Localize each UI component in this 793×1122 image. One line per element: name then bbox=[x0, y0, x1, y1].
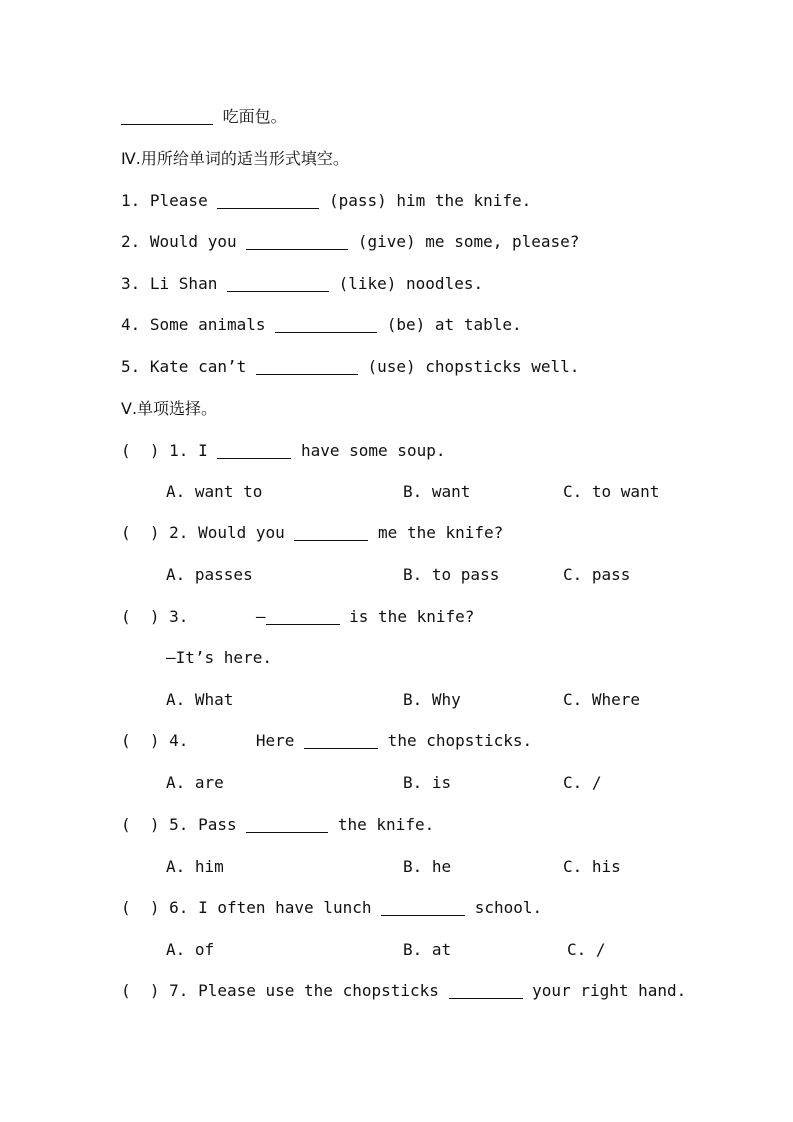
answer-blank[interactable] bbox=[121, 108, 213, 125]
answer-paren[interactable]: ( ) bbox=[121, 731, 160, 750]
answer-blank bbox=[294, 524, 368, 541]
top-line-text: 吃面包。 bbox=[222, 107, 287, 126]
mc-question-3: ( ) 3. — is the knife? bbox=[121, 607, 475, 626]
fill-item-4: 4. Some animals (be) at table. bbox=[121, 315, 522, 334]
answer-blank[interactable] bbox=[246, 233, 348, 250]
mc-question-5: ( ) 5. Pass the knife. bbox=[121, 815, 435, 834]
fill-item-3: 3. Li Shan (like) noodles. bbox=[121, 274, 484, 293]
option-a[interactable]: A. him bbox=[166, 857, 224, 876]
answer-blank bbox=[381, 899, 465, 916]
answer-paren[interactable]: ( ) bbox=[121, 441, 160, 460]
fill-item-1: 1. Please (pass) him the knife. bbox=[121, 191, 532, 210]
top-line bbox=[121, 106, 287, 128]
option-b[interactable]: B. he bbox=[403, 857, 452, 876]
option-a[interactable]: A. of bbox=[166, 940, 215, 959]
answer-blank[interactable] bbox=[217, 192, 319, 209]
section-4-heading: Ⅳ.用所给单词的适当形式填空。 bbox=[121, 149, 349, 168]
option-c[interactable]: C. his bbox=[563, 857, 621, 876]
answer-blank[interactable] bbox=[275, 316, 377, 333]
option-b[interactable]: B. is bbox=[403, 773, 452, 792]
answer-paren[interactable]: ( ) bbox=[121, 898, 160, 917]
answer-blank bbox=[246, 816, 328, 833]
option-a[interactable]: A. are bbox=[166, 773, 224, 792]
option-b[interactable]: B. Why bbox=[403, 690, 461, 709]
answer-blank bbox=[304, 732, 378, 749]
mc-question-1: ( ) 1. I have some soup. bbox=[121, 441, 446, 460]
option-a[interactable]: A. want to bbox=[166, 482, 263, 501]
answer-blank bbox=[266, 608, 340, 625]
answer-paren[interactable]: ( ) bbox=[121, 815, 160, 834]
option-b[interactable]: B. want bbox=[403, 482, 471, 501]
fill-item-2: 2. Would you (give) me some, please? bbox=[121, 232, 580, 251]
answer-blank bbox=[449, 982, 523, 999]
answer-paren[interactable]: ( ) bbox=[121, 607, 160, 626]
fill-item-5: 5. Kate can’t (use) chopsticks well. bbox=[121, 357, 580, 376]
mc-question-7: ( ) 7. Please use the chopsticks your right hand. bbox=[121, 981, 687, 1000]
option-b[interactable]: B. to pass bbox=[403, 565, 500, 584]
dialogue-answer: —It’s here. bbox=[166, 648, 272, 667]
answer-blank[interactable] bbox=[227, 275, 329, 292]
answer-blank[interactable] bbox=[256, 358, 358, 375]
option-c[interactable]: C. / bbox=[563, 773, 602, 792]
option-c[interactable]: C. to want bbox=[563, 482, 660, 501]
mc-question-4: ( ) 4. Here the chopsticks. bbox=[121, 731, 533, 750]
answer-paren[interactable]: ( ) bbox=[121, 981, 160, 1000]
section-5-heading: Ⅴ.单项选择。 bbox=[121, 399, 218, 418]
mc-question-2: ( ) 2. Would you me the knife? bbox=[121, 523, 504, 542]
answer-blank bbox=[217, 442, 291, 459]
option-c[interactable]: C. pass bbox=[563, 565, 631, 584]
answer-paren[interactable]: ( ) bbox=[121, 523, 160, 542]
option-c[interactable]: C. Where bbox=[563, 690, 641, 709]
mc-question-6: ( ) 6. I often have lunch school. bbox=[121, 898, 543, 917]
option-a[interactable]: A. What bbox=[166, 690, 234, 709]
option-a[interactable]: A. passes bbox=[166, 565, 253, 584]
option-c[interactable]: C. / bbox=[567, 940, 606, 959]
option-b[interactable]: B. at bbox=[403, 940, 452, 959]
